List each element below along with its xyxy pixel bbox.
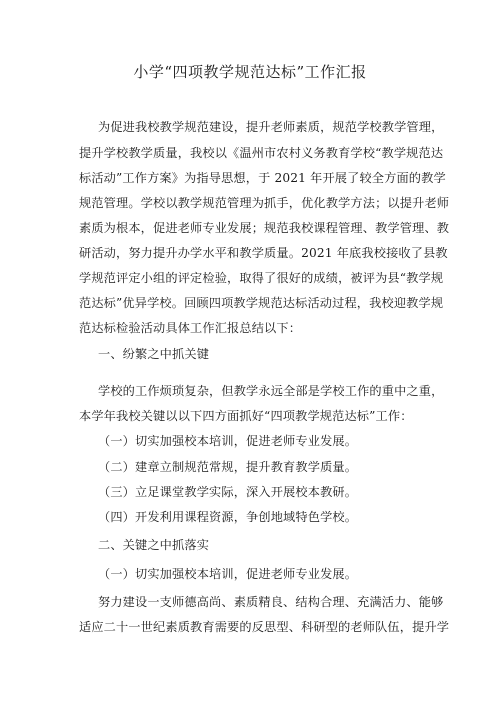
section-heading-2: 二、关键之中抓落实 <box>98 538 210 552</box>
list-item-3: （三）立足课堂教学实际，深入开展校本教研。 <box>98 485 358 499</box>
body-line-13: 适应二十一世纪素质教育需要的反思型、科研型的老师队伍，提升学 <box>79 620 450 634</box>
body-line-4: 规范管理。学校以教学规范管理为抓手，优化教学方法；以提升老师 <box>79 196 450 210</box>
body-line-8: 范达标”优异学校。回顾四项教学规范达标活动过程，我校迎教学规 <box>79 296 444 310</box>
body-line-10: 学校的工作烦琐复杂，但教学永远全部是学校工作的重中之重， <box>98 384 444 398</box>
list-item-1: （一）切实加强校本培训，促进老师专业发展。 <box>98 434 358 448</box>
body-line-3: 标活动”工作方案》为指导思想，于 2021 年开展了较全方面的教学 <box>79 171 446 185</box>
sub-heading-1: （一）切实加强校本培训，促进老师专业发展。 <box>98 567 358 581</box>
document-title: 小学“四项教学规范达标”工作汇报 <box>133 63 367 81</box>
section-heading-1: 一、纷繁之中抓关键 <box>98 347 210 361</box>
body-line-6: 研活动，努力提升办学水平和教学质量。2021 年底我校接收了县教 <box>79 246 448 260</box>
list-item-2: （二）建章立制规范常规，提升教育教学质量。 <box>98 460 358 474</box>
body-line-7: 学规范评定小组的评定检验，取得了很好的成绩，被评为县“教学规 <box>79 271 444 285</box>
body-line-5: 素质为根本，促进老师专业发展；规范我校课程管理、教学管理、教 <box>79 221 450 235</box>
body-line-9: 范达标检验活动具体工作汇报总结以下： <box>79 321 302 335</box>
body-line-11: 本学年我校关键以以下四方面抓好“四项教学规范达标”工作： <box>79 409 413 423</box>
body-line-2: 提升学校教学质量，我校以《温州市农村义务教育学校“教学规范达 <box>79 146 444 160</box>
list-item-4: （四）开发利用课程资源，争创地域特色学校。 <box>98 510 358 524</box>
body-line-1: 为促进我校教学规范建设，提升老师素质，规范学校教学管理， <box>98 120 444 134</box>
body-line-12: 努力建设一支师德高尚、素质精良、结构合理、充满活力、能够 <box>98 595 444 609</box>
